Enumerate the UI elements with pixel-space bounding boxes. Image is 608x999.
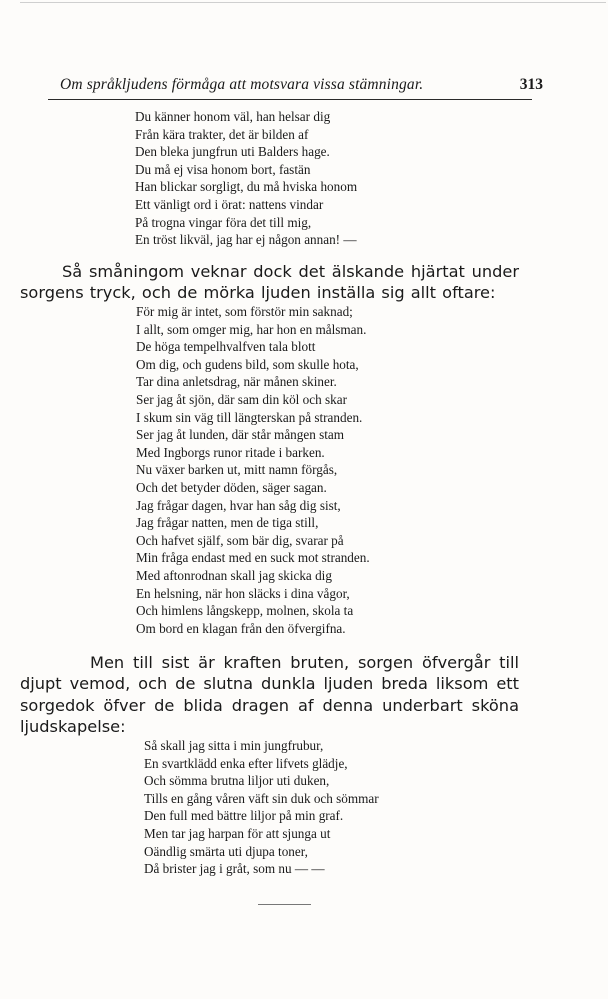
verse-line: Jag frågar dagen, hvar han såg dig sist, [136, 497, 341, 513]
paragraph-2: Men till sist är kraften bruten, sorgen öfvergår till djupt vemod, och de slutna dunkla ljuden breda liksom ett sorgedok öfver de blida dragen af denna underbart sköna ljudskapelse: [20, 653, 519, 737]
header-rule [48, 99, 532, 100]
verse-line: Om dig, och gudens bild, som skulle hota, [136, 356, 359, 372]
top-edge-rule [20, 2, 606, 3]
verse-line: Och himlens långskepp, molnen, skola ta [136, 603, 354, 619]
verse-line: Ett vänligt ord i örat: nattens vindar [135, 196, 324, 212]
verse-line: Nu växer barken ut, mitt namn förgås, [136, 462, 338, 478]
verse-line: I allt, som omger mig, har hon en målsman. [136, 321, 367, 337]
paragraph-1: Så småningom veknar dock det älskande hjärtat under sorgens tryck, och de mörka ljuden inställa sig allt oftare: [20, 262, 519, 303]
verse-line: En helsning, när hon släcks i dina vågor, [136, 585, 350, 601]
verse-line: Du må ej visa honom bort, fastän [135, 161, 311, 177]
verse-line: Ser jag åt sjön, där sam din köl och skar [136, 391, 347, 407]
verse-line: Min fråga endast med en suck mot stranden. [136, 550, 370, 566]
poem-block-3 [144, 737, 379, 878]
verse-line: Och sömma brutna liljor uti duken, [144, 773, 330, 789]
poem-block-1 [135, 108, 357, 249]
verse-line: Den bleka jungfrun uti Balders hage. [135, 144, 330, 160]
page-number: 313 [519, 76, 543, 93]
verse-line: För mig är intet, som förstör min saknad; [136, 304, 353, 319]
verse-line: Men tar jag harpan för att sjunga ut [144, 825, 331, 841]
verse-line: Så skall jag sitta i min jungfrubur, [144, 738, 324, 753]
verse-line: Då brister jag i gråt, som nu — — [144, 861, 325, 877]
verse-line: Om bord en klagan från den öfvergifna. [136, 620, 346, 636]
running-title: Om språkljudens förmåga att motsvara vissa stämningar. [60, 76, 424, 93]
verse-line: Och det betyder döden, säger sagan. [136, 479, 327, 495]
verse-line: Med Ingborgs runor ritade i barken. [136, 444, 325, 460]
verse-line: Jag frågar natten, men de tiga still, [136, 515, 319, 531]
verse-line: Och hafvet själf, som bär dig, svarar på [136, 532, 344, 548]
verse-line: Du känner honom väl, han helsar dig [135, 109, 331, 124]
verse-line: På trogna vingar föra det till mig, [135, 214, 312, 230]
verse-line: Tar dina anletsdrag, när månen skiner. [136, 374, 337, 390]
verse-line: Ser jag åt lunden, där står mången stam [136, 427, 345, 443]
verse-line: De höga tempelhvalfven tala blott [136, 339, 316, 355]
poem-block-2 [136, 303, 370, 637]
verse-line: Tills en gång våren väft sin duk och sömmar [144, 790, 379, 806]
verse-line: Den full med bättre liljor på min graf. [144, 808, 344, 824]
verse-line: Han blickar sorgligt, du må hviska honom [135, 179, 358, 195]
verse-line: I skum sin väg till längterskan på stranden. [136, 409, 363, 425]
verse-line: Från kära trakter, det är bilden af [135, 126, 309, 142]
verse-line: Oändlig smärta uti djupa toner, [144, 843, 308, 859]
verse-line: Med aftonrodnan skall jag skicka dig [136, 567, 332, 583]
verse-line: En tröst likväl, jag har ej någon annan! — [135, 232, 357, 248]
verse-line: En svartklädd enka efter lifvets glädje, [144, 755, 348, 771]
section-end-rule [258, 904, 311, 905]
